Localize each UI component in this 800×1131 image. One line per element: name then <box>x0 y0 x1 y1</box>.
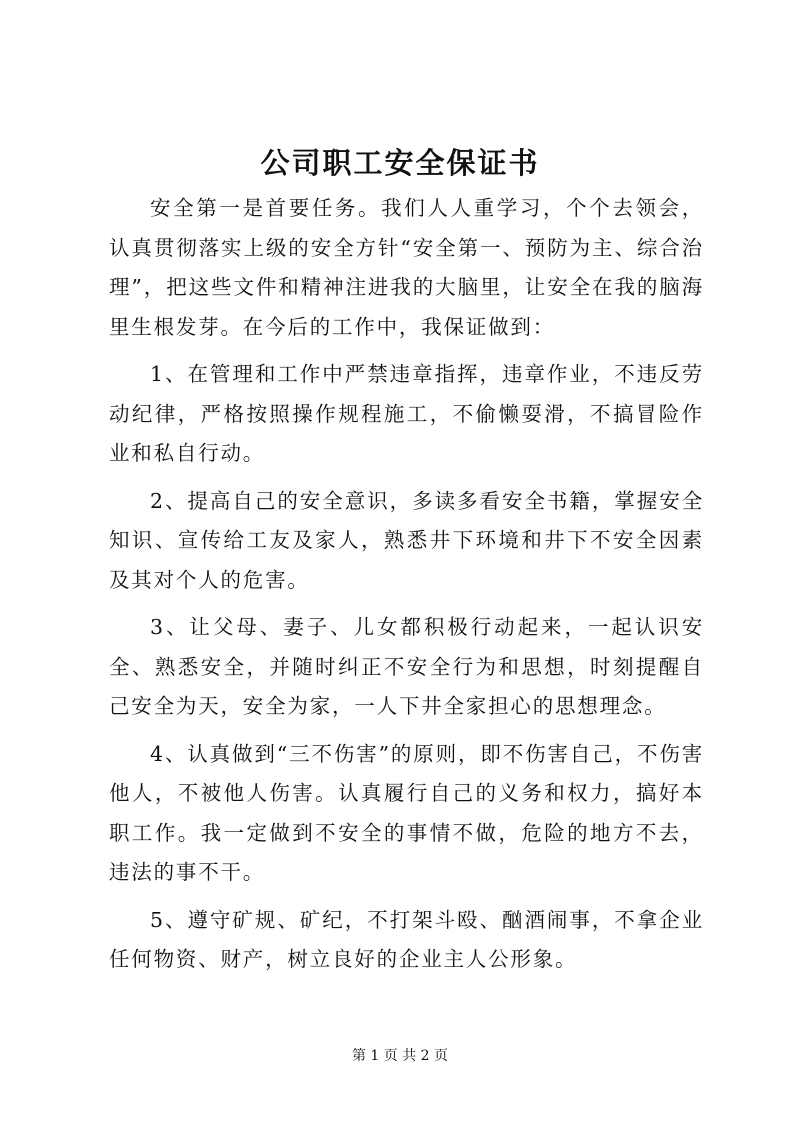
pledge-item-3: 3、让父母、妻子、儿女都积极行动起来，一起认识安全、熟悉安全，并随时纠正不安全行为和思想，时刻提醒自己安全为天，安全为家，一人下井全家担心的思想理念。 <box>109 615 704 718</box>
document-body <box>109 189 704 988</box>
pledge-item-4: 4、认真做到“三不伤害”的原则，即不伤害自己，不伤害他人，不被他人伤害。认真履行自己的义务和权力，搞好本职工作。我一定做到不安全的事情不做，危险的地方不去，违法的事不干。 <box>109 741 704 884</box>
document-title: 公司职工安全保证书 <box>260 146 540 180</box>
pledge-item-1: 1、在管理和工作中严禁违章指挥，违章作业，不违反劳动纪律，严格按照操作规程施工，不偷懒耍滑，不搞冒险作业和私自行动。 <box>109 362 704 465</box>
intro-paragraph: 安全第一是首要任务。我们人人重学习，个个去领会，认真贯彻落实上级的安全方针“安全第一、预防为主、综合治理”，把这些文件和精神注进我的大脑里，让安全在我的脑海里生根发芽。在今后的工作中，我保证做到： <box>109 196 704 339</box>
pledge-item-5: 5、遵守矿规、矿纪，不打架斗殴、酗酒闹事，不拿企业任何物资、财产，树立良好的企业主人公形象。 <box>109 907 704 971</box>
page-number-footer: 第 1 页 共 2 页 <box>351 1048 449 1064</box>
pledge-item-2: 2、提高自己的安全意识，多读多看安全书籍，掌握安全知识、宣传给工友及家人，熟悉井下环境和井下不安全因素及其对个人的危害。 <box>109 488 704 592</box>
